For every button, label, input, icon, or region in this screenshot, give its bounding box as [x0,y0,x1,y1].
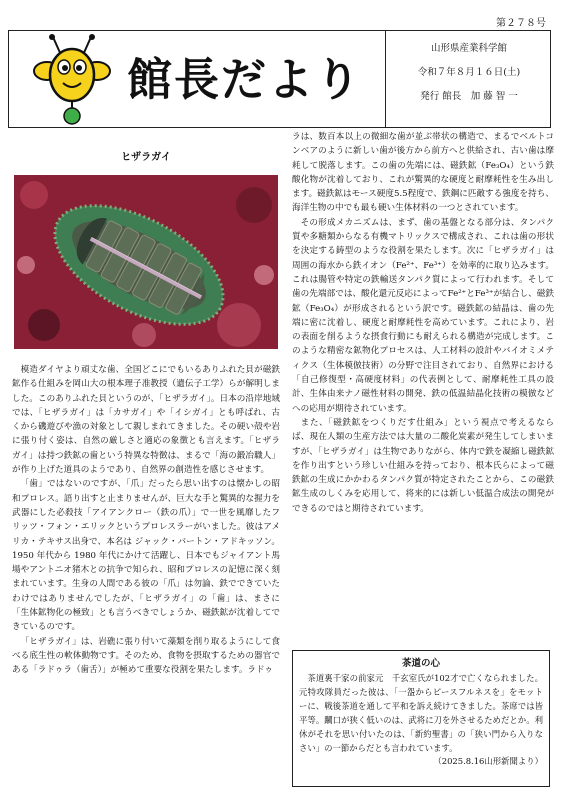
header-meta [389,31,549,109]
article-paragraph: ラは、数百本以上の微細な歯が並ぶ帯状の構造で、まるでベルトコンベアのように新しい歯が後方から前方へと供給され、古い歯は摩耗して脱落します。この歯の先端には、磁鉄鉱（Fe₃O₄）という鉄酸化物が沈着しており、これが驚異的な硬度と耐摩耗性を生み出します。磁鉄鉱はモース硬度5.5程度で、鉄鋼に匹敵する強度を持ち、海洋生物の中でも最も硬い生体材料の一つとされています。 [292,132,554,214]
issue-date: 令和７年８月１６日(土) [417,67,521,78]
header-divider [385,31,386,127]
article-paragraph: 「ヒザラガイ」は、岩礁に張り付いて藻類を削り取るようにして食べる底生性の軟体動物です。そのため、食物を摂取するための器官である「ラドゥラ（歯舌）」が極めて重要な役割を果たします。ラドゥ [12,636,280,676]
publisher: 発行 館長 加 藤 智 一 [420,91,518,102]
photo-caption: ヒザラガイ [121,152,171,163]
sidebar-box [292,650,550,787]
chiton-photo [14,175,278,349]
box-text [299,671,543,755]
box-title: 茶道の心 [401,658,440,669]
article-paragraph: その形成メカニズムは、まず、歯の基盤となる部分は、タンパク質や多糖類からなる有機マトリックスで構成され、これは歯の形状を決定する鋳型のような役割を果たします。次に「ヒザラガイ」は周囲の海水から鉄イオン（Fe²⁺、Fe³⁺）を効率的に取り込みます。これは腸管や特定の鉄輸送タンパク質によって行われます。そして歯の先端部では、酸化還元反応によってFe²⁺とFe³⁺が結合し、磁鉄鉱（Fe₃O₄）が形成されるという訳です。磁鉄鉱の結晶は、歯の先端に密に沈着し、硬度と耐摩耗性を高めています。これにより、岩の表面を削るような摂食行動にも耐えられる構造が完成します。このような精密な鉱物化プロセスは、人工材料の設計やバイオミメティクス（生体模倣技術）の分野で注目されており、自然界における「自己修復型・高硬度材料」の代表例として、耐摩耗性工具の設計、生体由来ナノ磁性材料の開発、鉄の低温結晶化技術の模倣などへの応用が期待されています。 [292,217,554,414]
article-right-text [292,130,554,516]
article-paragraph: 「歯」ではないのですが、「爪」だったら思い出すのは懐かしの昭和プロレス。語り出すと止まりませんが、巨大な手と驚異的な握力を武器にした必殺技「アイアンクロー（鉄の爪）」で一世を風靡したフリッツ・フォン・エリックというプロレスラーがいました。彼はアメリカ・テキサス出身で、本名は ジャック・バートン・アドキッソン。1950 年代から 1980 年代にかけて活躍し、日本でもジャイアント馬場やアントニオ猪木との抗争で知られ、昭和プロレスの記憶に深く刻まれています。生身の人間である彼の「爪」は勿論、鉄でできていたわけではありませんでしたが、「ヒザラガイ」の「歯」は、まさに「生体鉱物化の極致」とも言うべきでしょうか、磁鉄鉱が沈着してできているのです。 [12,479,280,633]
masthead-title: 館長だより [127,53,363,106]
museum-name: 山形県産業科学館 [430,43,507,54]
article-left-text [12,363,280,678]
box-paragraph: 茶道裏千家の前家元 千玄室氏が102才で亡くなられました。元特攻隊員だった彼は、「一盌からピースフルネスを」をモットーに、戦後茶道を通して平和を訴え続けてきました。茶席では皆平等。躙口が狭く低いのは、武将に刀を外させるためだとか。利休がそれを思い付いたのは、「新約聖書」の「狭い門から入りなさい」の一節からだとも言われています。 [299,673,543,753]
article-paragraph: 模造ダイヤより頑丈な歯、全国どこにでもいるありふれた貝が磁鉄鉱作る仕組みを岡山大の根本理子准教授（遺伝子工学）らが解明しました。このありふれた貝というのが、「ヒザラガイ」。日本の沿岸地域では、「ヒザラガイ」は「カサガイ」や「イシガイ」とも呼ばれ、古くから磯遊びや漁の対象として親しまれてきました。その硬い殻や岩に張り付く姿は、自然の厳しさと適応の象徴とも言えます。「ヒザラガイ」は持つ鉄鉱の歯という特異な特徴は、まるで「海の鍛冶職人」が作り上げた道具のようであり、自然界の創造性を感じさせます。 [12,365,280,476]
newsletter-header [8,30,551,128]
right-column [292,130,554,516]
left-column [12,140,280,678]
article-paragraph: また、「磁鉄鉱をつくりだす仕組み」という視点で考えるならば、現在人類の生産方法では大量の二酸化炭素が発生してしまいますが、「ヒザラガイ」は生物でありながら、体内で鉄を凝縮し磁鉄鉱を作り出すという珍しい仕組みを持っており、根本氏らによって磁鉄鉱の生成にかかわるタンパク質が特定されたことから、この磁鉄鉱生成のしくみを応用して、将来的には新しい低温合成法の開発ができるのではと期待されています。 [292,417,554,514]
mascot-icon [31,33,121,125]
issue-number: 第２７８号 [496,18,546,29]
box-source: （2025.8.16山形新聞より） [433,756,543,766]
